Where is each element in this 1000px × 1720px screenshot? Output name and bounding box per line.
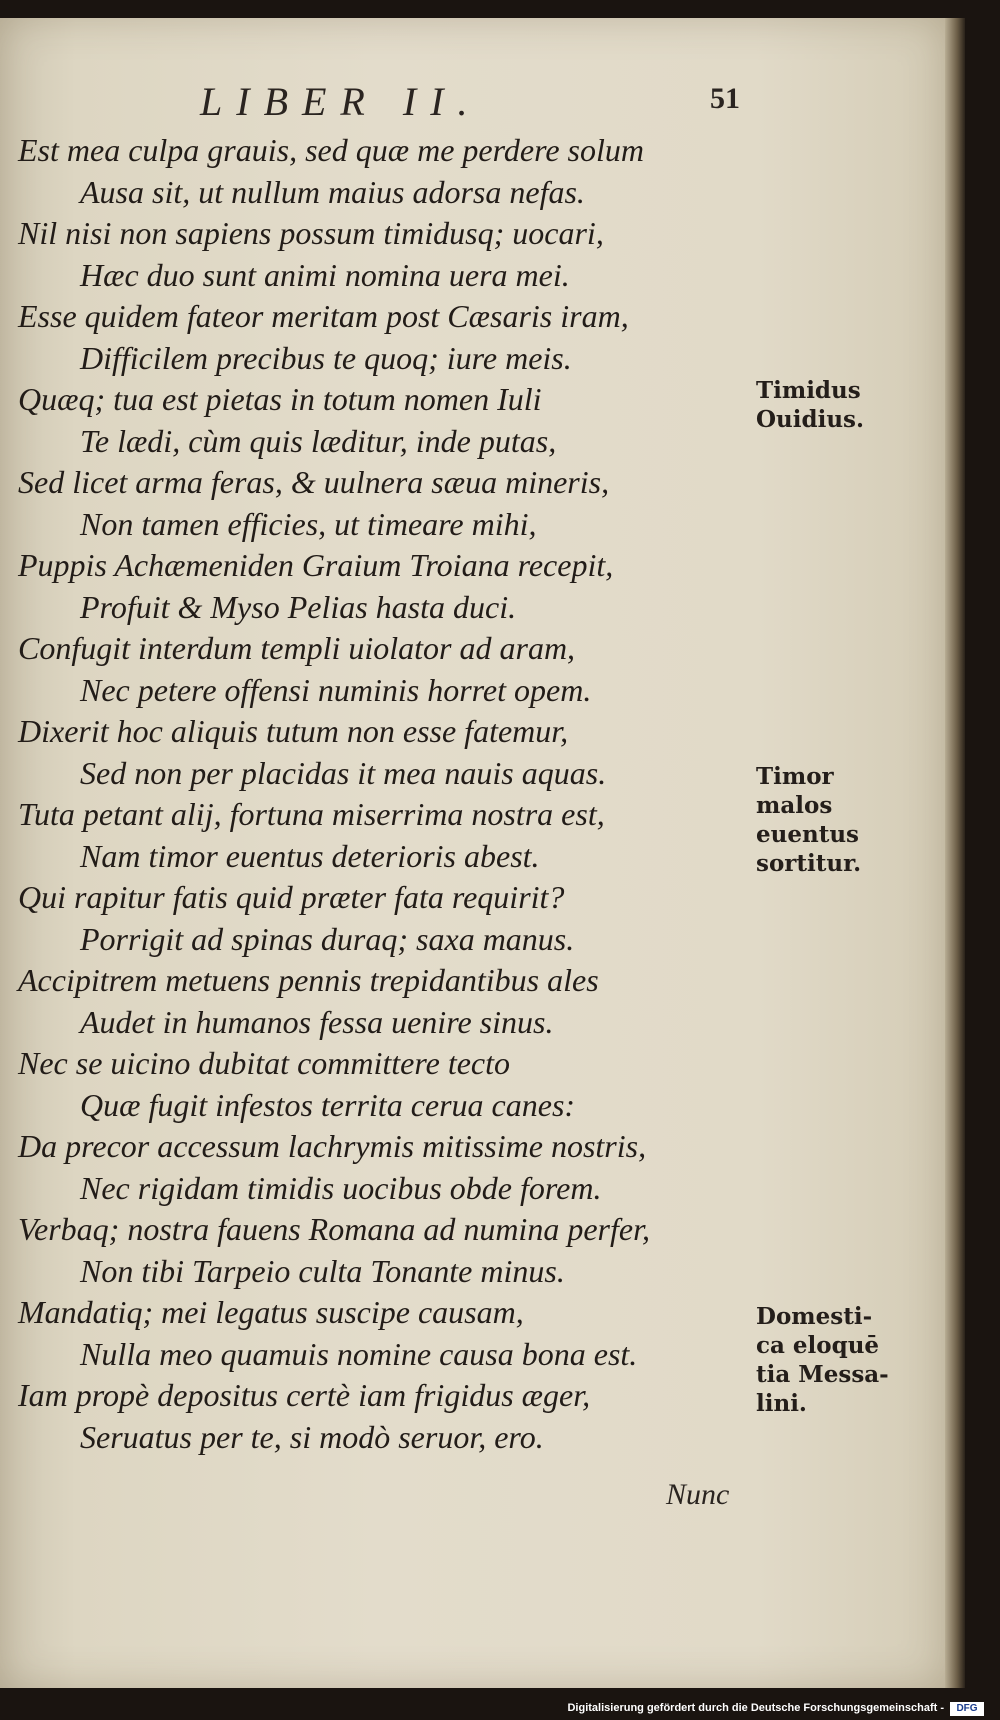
margin-note: [756, 376, 864, 434]
verse-line: Sed non per placidas it mea nauis aquas.: [80, 754, 607, 791]
page-edge: [945, 18, 965, 1688]
page-header: [180, 78, 740, 128]
verse-line: Nec rigidam timidis uocibus obde forem.: [80, 1169, 602, 1206]
verse-line: Porrigit ad spinas duraq; saxa manus.: [80, 920, 575, 957]
verse-line: Ausa sit, ut nullum maius adorsa nefas.: [80, 173, 585, 210]
verse-line: Iam propè depositus certè iam frigidus æger,: [18, 1377, 591, 1413]
book-page: [0, 18, 945, 1688]
verse-line: Tuta petant alij, fortuna miserrima nostra est,: [18, 796, 605, 832]
footer-credit: Digitalisierung gefördert durch die Deutsche Forschungsgemeinschaft -: [567, 1702, 944, 1714]
verse-line: Nulla meo quamuis nomine causa bona est.: [80, 1335, 638, 1372]
margin-note-line: tia Messa-: [756, 1361, 889, 1388]
margin-note: [756, 762, 861, 878]
running-head: LIBER II.: [200, 79, 482, 124]
verse-line: Nam timor euentus deterioris abest.: [80, 837, 540, 874]
verse-line: Non tamen efficies, ut timeare mihi,: [80, 505, 537, 542]
verse-line: Nec se uicino dubitat committere tecto: [18, 1045, 511, 1081]
verse-line: Puppis Achæmeniden Graium Troiana recepit,: [18, 547, 614, 583]
margin-note-line: Timidus: [756, 377, 861, 404]
verse-line: Est mea culpa grauis, sed quæ me perdere solum: [18, 132, 644, 168]
verse-line: Qui rapitur fatis quid præter fata requirit?: [18, 879, 565, 915]
verse-line: Quæ fugit infestos territa cerua canes:: [80, 1086, 576, 1123]
margin-note-line: Ouidius.: [756, 406, 864, 433]
margin-note-line: euentus: [756, 821, 860, 848]
verse-line: Sed licet arma feras, & uulnera sæua mineris,: [18, 464, 610, 500]
margin-note-line: lini.: [756, 1390, 807, 1417]
verse-line: Difficilem precibus te quoq; iure meis.: [80, 339, 572, 376]
verse-line: Mandatiq; mei legatus suscipe causam,: [18, 1294, 524, 1330]
margin-note-line: ca eloquē: [756, 1332, 880, 1359]
verse-line: Da precor accessum lachrymis mitissime nostris,: [18, 1128, 647, 1164]
dfg-logo: DFG: [950, 1702, 984, 1716]
margin-note-line: malos: [756, 792, 833, 819]
verse-line: Esse quidem fateor meritam post Cæsaris iram,: [18, 298, 629, 334]
verse-line: Audet in humanos fessa uenire sinus.: [80, 1003, 554, 1040]
verse-line: Nec petere offensi numinis horret opem.: [80, 671, 592, 708]
margin-note: [756, 1302, 889, 1418]
verse-line: Quæq; tua est pietas in totum nomen Iuli: [18, 381, 542, 417]
verse-line: Verbaq; nostra fauens Romana ad numina perfer,: [18, 1211, 650, 1247]
verse-line: Te lædi, cùm quis læditur, inde putas,: [80, 422, 557, 459]
verse-line: Accipitrem metuens pennis trepidantibus ales: [18, 962, 599, 998]
verse-line: Nil nisi non sapiens possum timidusq; uocari,: [18, 215, 604, 251]
catchword: Nunc: [666, 1478, 730, 1511]
margin-note-line: Domesti-: [756, 1303, 873, 1330]
verse-line: Seruatus per te, si modò seruor, ero.: [80, 1418, 544, 1455]
verse-block: [18, 130, 748, 1458]
verse-line: Confugit interdum templi uiolator ad aram,: [18, 630, 576, 666]
margin-note-line: Timor: [756, 763, 834, 790]
verse-line: Hæc duo sunt animi nomina uera mei.: [80, 256, 570, 293]
page-number: 51: [710, 82, 740, 115]
verse-line: Profuit & Myso Pelias hasta duci.: [80, 588, 517, 625]
margin-note-line: sortitur.: [756, 850, 862, 877]
digitization-footer: [0, 1700, 1000, 1720]
verse-line: Dixerit hoc aliquis tutum non esse fatemur,: [18, 713, 569, 749]
verse-line: Non tibi Tarpeio culta Tonante minus.: [80, 1252, 565, 1289]
